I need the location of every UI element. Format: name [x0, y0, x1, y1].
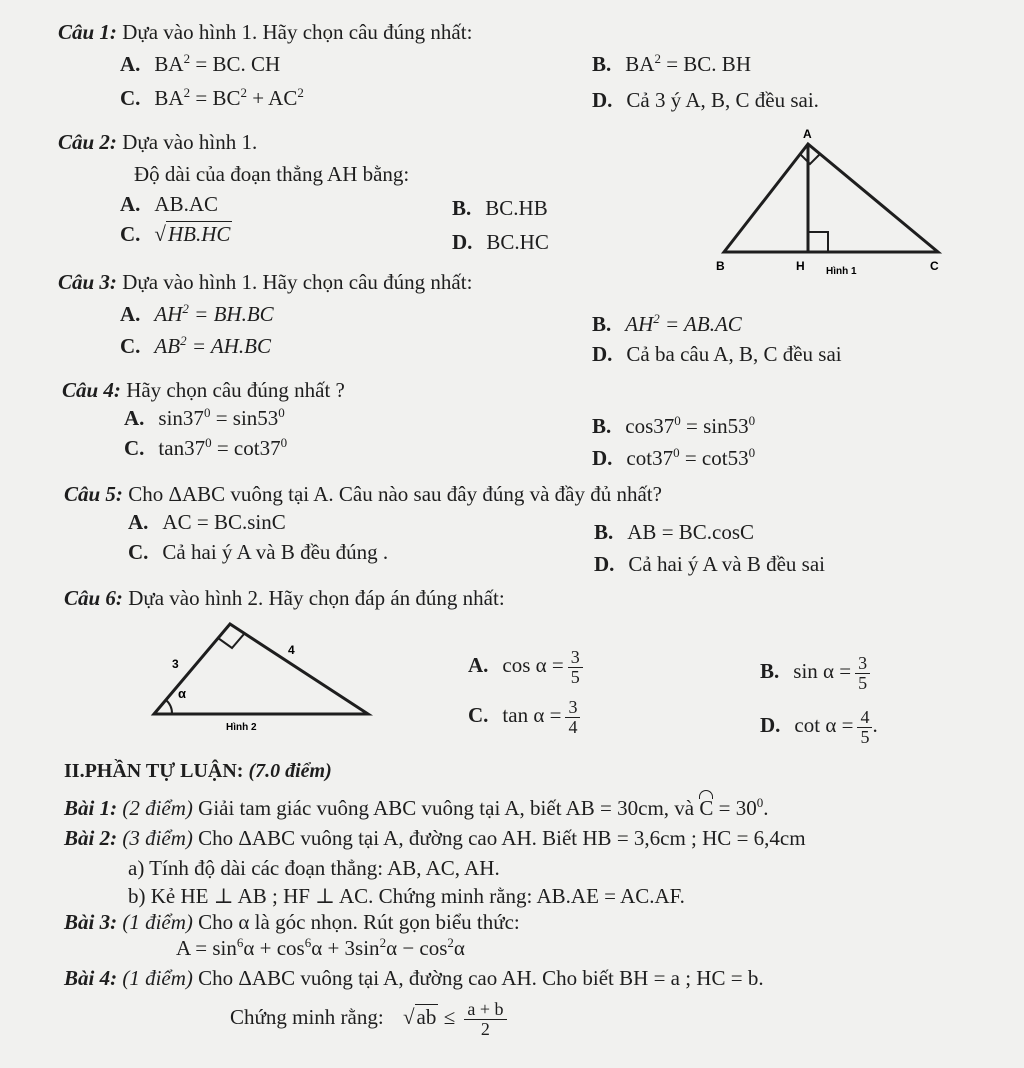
bai4-prove: Chứng minh rằng: √ab ≤ $\frac{a + b}{2}$: [230, 1000, 507, 1039]
fig1-caption: Hình 1: [826, 266, 857, 277]
q1-option-d: D. Cả 3 ý A, B, C đều sai.: [592, 88, 819, 112]
q6-option-b: B. sin α = $\frac{3}{5}$: [760, 654, 870, 693]
q1-text: Dựa vào hình 1. Hãy chọn câu đúng nhất:: [122, 20, 473, 44]
q3-text: Dựa vào hình 1. Hãy chọn câu đúng nhất:: [122, 270, 473, 294]
q1-option-a: A. $BA^2$ = BC. CH: [120, 51, 281, 76]
fig2-caption: Hình 2: [226, 722, 257, 733]
fig1-right-angle-a: [800, 154, 820, 164]
q5-text: Cho ΔABC vuông tại A. Câu nào sau đây đúng và đầy đủ nhất?: [128, 482, 662, 506]
q4-option-b: B. $\cos 37^0 = \sin 53^0$: [592, 413, 756, 438]
bai3: Bài 3: (1 điểm) Cho α là góc nhọn. Rút gọn biểu thức:: [64, 910, 520, 934]
q3-prompt: [58, 270, 472, 295]
angle-c-hat: C: [699, 796, 714, 820]
q6-title: Câu 6:: [64, 586, 123, 610]
q4-option-d: D. $\cot 37^0 = \cot 53^0$: [592, 445, 756, 470]
fig2-triangle: [154, 624, 368, 714]
bai3-formula: $A = \sin^6\alpha + \cos^6\alpha + 3\sin^2\alpha - \cos^2\alpha$: [176, 935, 465, 960]
q5-prompt: [64, 482, 662, 507]
q3-option-d: D. Cả ba câu A, B, C đều sai: [592, 342, 842, 366]
q4-text: Hãy chọn câu đúng nhất ?: [126, 378, 345, 402]
q5-option-a: A. AC = BC.sinC: [128, 510, 286, 534]
q3-option-b: B. $AH^2 = AB.AC$: [592, 311, 742, 336]
q3-option-a: A. $AH^2 = BH.BC$: [120, 301, 274, 326]
q2-title: Câu 2:: [58, 130, 117, 154]
q4-title: Câu 4:: [62, 378, 121, 402]
fig2-side-4: 4: [288, 643, 295, 657]
figure-2: [150, 612, 380, 738]
q5-option-b: B. AB = BC.cosC: [594, 520, 755, 544]
q1-option-c: C. $BA^2 = BC^2 + AC^2$: [120, 85, 304, 110]
fig2-alpha: α: [178, 686, 186, 701]
q1-option-b: B. $BA^2$ = BC. BH: [592, 51, 751, 76]
q2-text: Dựa vào hình 1.: [122, 130, 258, 154]
q5-title: Câu 5:: [64, 482, 123, 506]
q4-option-c: C. $\tan 37^0 = \cot 37^0$: [124, 435, 288, 460]
q5-option-d: D. Cả hai ý A và B đều sai: [594, 552, 825, 576]
fig2-side-3: 3: [172, 657, 179, 671]
figure-1: [710, 124, 960, 284]
q3-option-c: C. $AB^2 = AH.BC$: [120, 333, 271, 358]
q6-option-c: C. tan α = $\frac{3}{4}$: [468, 698, 580, 737]
q2-prompt: [58, 130, 257, 155]
bai4: Bài 4: (1 điểm) Cho ΔABC vuông tại A, đường cao AH. Cho biết BH = a ; HC = b.: [64, 966, 764, 990]
fig1-right-angle-h: [808, 232, 828, 252]
bai2-part-a: a) Tính độ dài các đoạn thẳng: AB, AC, AH.: [128, 856, 500, 880]
bai2: Bài 2: (3 điểm) Cho ΔABC vuông tại A, đường cao AH. Biết HB = 3,6cm ; HC = 6,4cm: [64, 826, 806, 850]
q4-prompt: [62, 378, 345, 403]
fig1-triangle: [724, 144, 938, 252]
q4-option-a: A. $\sin 37^0 = \sin 53^0$: [124, 405, 285, 430]
q6-option-a: A. cos α = $\frac{3}{5}$: [468, 648, 583, 687]
fig2-right-angle: [218, 634, 244, 648]
bai1: Bài 1: (2 điểm) Giải tam giác vuông ABC vuông tại A, biết AB = 30cm, và $C = 30^0$.: [64, 795, 769, 820]
part2-heading: II.PHẦN TỰ LUẬN: (7.0 điểm): [64, 760, 332, 782]
q3-title: Câu 3:: [58, 270, 117, 294]
fig1-label-a: A: [803, 127, 812, 141]
q6-prompt: [64, 586, 505, 611]
fig1-label-h: H: [796, 259, 805, 273]
q1-prompt: [58, 20, 472, 45]
fig1-label-b: B: [716, 259, 725, 273]
q5-option-c: C. Cả hai ý A và B đều đúng .: [128, 540, 389, 564]
q2-option-b: B. BC.HB: [452, 196, 548, 220]
q6-text: Dựa vào hình 2. Hãy chọn đáp án đúng nhất:: [128, 586, 505, 610]
fig1-label-c: C: [930, 259, 939, 273]
q2-option-d: D. BC.HC: [452, 230, 549, 254]
q6-option-d: D. cot α = $\frac{4}{5}$ .: [760, 707, 878, 747]
q1-title: Câu 1:: [58, 20, 117, 44]
q2-option-c: C. √HB.HC: [120, 222, 231, 246]
q2-text-2: Độ dài của đoạn thẳng AH bằng:: [134, 162, 410, 186]
bai2-part-b: b) Kẻ HE ⊥ AB ; HF ⊥ AC. Chứng minh rằng: AB.AE = AC.AF.: [128, 884, 685, 908]
q2-option-a: A. AB.AC: [120, 192, 219, 216]
fig2-angle-arc: [166, 700, 172, 714]
